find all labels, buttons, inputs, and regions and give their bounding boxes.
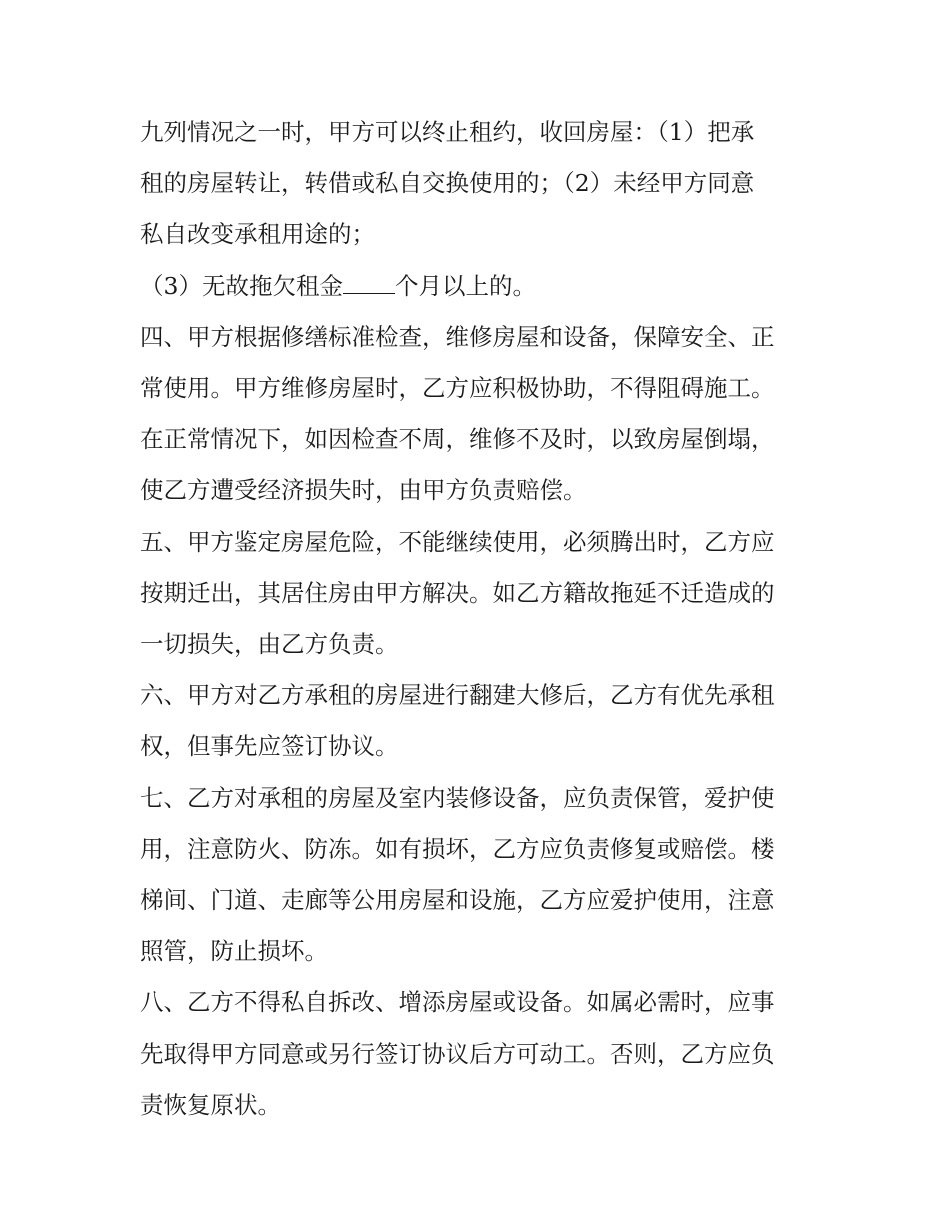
paragraph-section-eight xyxy=(140,977,815,1131)
paragraph-section-seven xyxy=(140,773,815,978)
text-line: 照管，防止损坏。 xyxy=(140,937,328,966)
paragraph-termination-conditions xyxy=(140,107,815,261)
paragraph-rent-arrears xyxy=(140,261,815,312)
rent-arrears-text-before: （3）无故拖欠租金 xyxy=(140,271,343,300)
text-line: 私自改变承租用途的； xyxy=(140,220,375,249)
paragraph-section-four xyxy=(140,312,815,517)
text-line: 在正常情况下，如因检查不周，维修不及时，以致房屋倒塌， xyxy=(140,425,775,454)
text-line: 用，注意防火、防冻。如有损坏，乙方应负责修复或赔偿。楼 xyxy=(140,834,775,863)
text-line: 梯间、门道、走廊等公用房屋和设施，乙方应爱护使用，注意 xyxy=(140,886,775,915)
contract-text-body xyxy=(140,107,815,1131)
text-line: 按期迁出，其居住房由甲方解决。如乙方籍故拖延不迁造成的 xyxy=(140,578,775,607)
text-line: 先取得甲方同意或另行签订协议后方可动工。否则，乙方应负 xyxy=(140,1039,775,1068)
text-line: 五、甲方鉴定房屋危险，不能继续使用，必须腾出时，乙方应 xyxy=(140,527,775,556)
text-line: 常使用。甲方维修房屋时，乙方应积极协助，不得阻碍施工。 xyxy=(140,374,775,403)
months-blank-line xyxy=(343,271,395,293)
text-line: 七、乙方对承租的房屋及室内装修设备，应负责保管，爱护使 xyxy=(140,783,775,812)
text-line: 四、甲方根据修缮标准检查，维修房屋和设备，保障安全、正 xyxy=(140,322,775,351)
paragraph-section-five xyxy=(140,517,815,671)
text-line: 租的房屋转让，转借或私自交换使用的；（2）未经甲方同意 xyxy=(140,169,755,198)
text-line: 六、甲方对乙方承租的房屋进行翻建大修后，乙方有优先承租 xyxy=(140,681,775,710)
text-line: 责恢复原状。 xyxy=(140,1090,281,1119)
text-line: 使乙方遭受经济损失时，由甲方负责赔偿。 xyxy=(140,476,587,505)
paragraph-section-six xyxy=(140,670,815,772)
text-line: 九列情况之一时，甲方可以终止租约，收回房屋：（1）把承 xyxy=(140,118,755,146)
rent-arrears-text-after: 个月以上的。 xyxy=(394,271,536,300)
text-line: 一切损失，由乙方负责。 xyxy=(140,630,399,659)
text-line: 权，但事先应签订协议。 xyxy=(140,732,399,761)
text-line: 八、乙方不得私自拆改、增添房屋或设备。如属必需时，应事 xyxy=(140,988,775,1017)
